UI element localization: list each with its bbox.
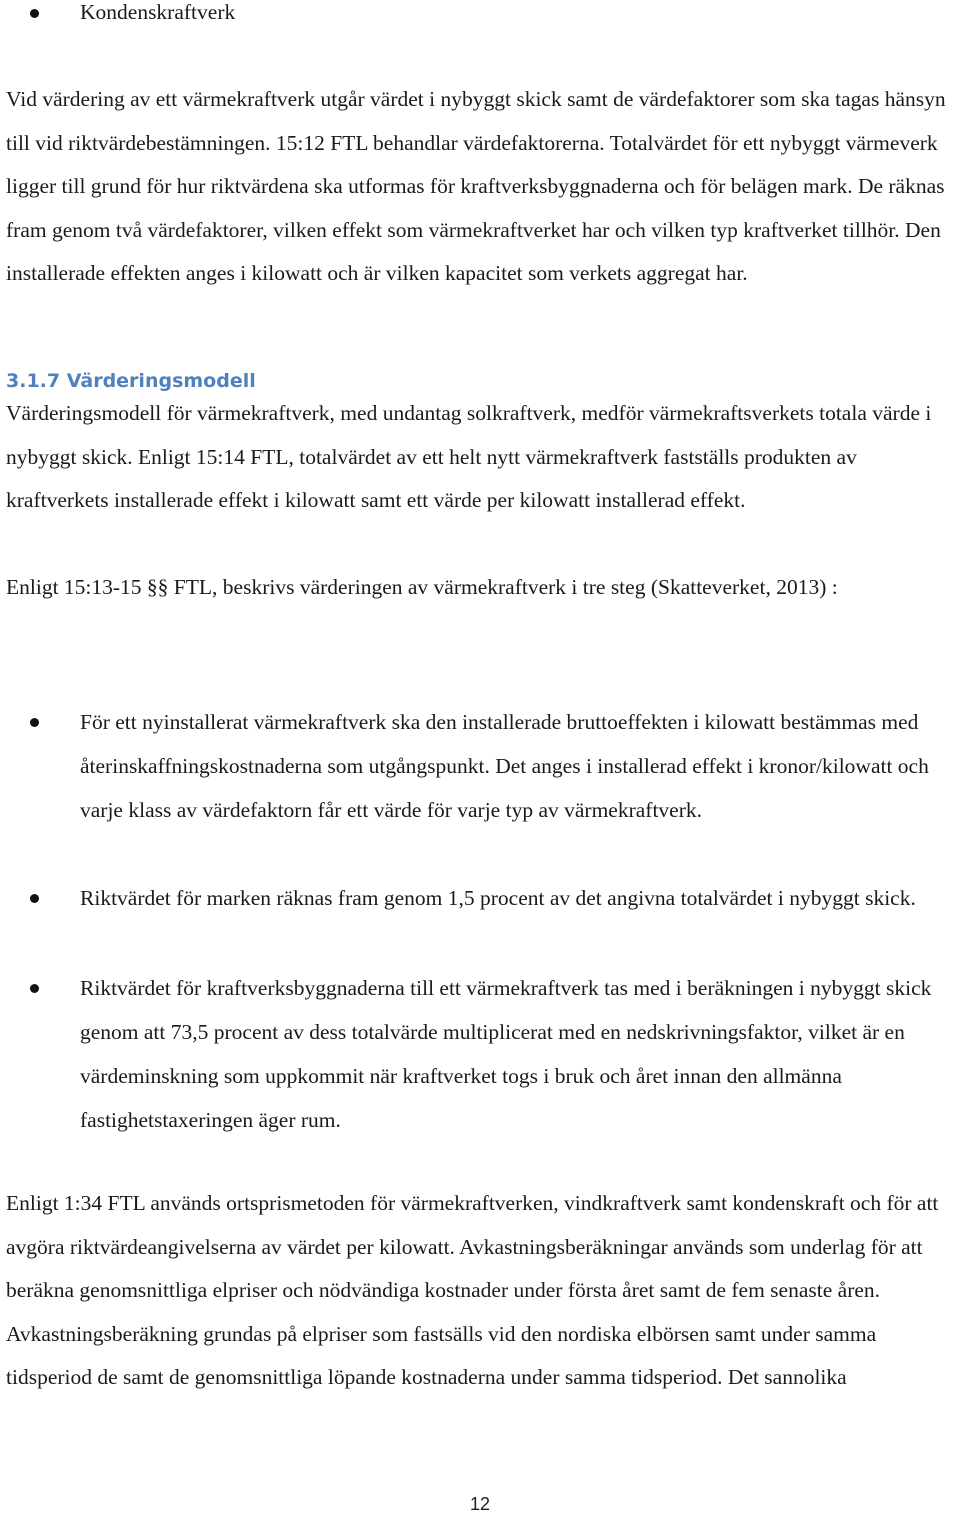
list-item-text: För ett nyinstallerat värmekraftverk ska den installerade bruttoeffekten i kilowatt bestämmas med återinskaffningskostnaderna som utgångspunkt. Det anges i installerad effekt i kronor/kilowatt och varje klass av värdefaktorn får ett värde för varje typ av värmekraftverk.: [80, 710, 929, 822]
list-item-text: Riktvärdet för marken räknas fram genom 1,5 procent av det angivna totalvärdet i nybyggt skick.: [80, 886, 916, 910]
paragraph: Enligt 15:13-15 §§ FTL, beskrivs värderingen av värmekraftverk i tre steg (Skatteverket, 2013) :: [6, 575, 838, 599]
paragraph: Värderingsmodell för värmekraftverk, med undantag solkraftverk, medför värmekraftsverkets totala värde i nybyggt skick. Enligt 15:14 FTL, totalvärdet av ett helt nytt värmekraftverk fastställs produkten av kraftverkets installerade effekt i kilowatt samt ett värde per kilowatt installerad effekt.: [6, 401, 932, 512]
bullet-icon: [30, 984, 39, 993]
paragraph: Vid värdering av ett värmekraftverk utgår värdet i nybyggt skick samt de värdefaktorer som ska tagas hänsyn till vid riktvärdebestämningen. 15:12 FTL behandlar värdefaktorerna. Totalvärdet för ett nybyggt värmeverk ligger till grund för hur riktvärdena ska utformas för kraftverksbyggnaderna och för belägen mark. De räknas fram genom två värdefaktorer, vilken effekt som värmekraftverket har och vilken typ kraftverket tillhör. Den installerade effekten anges i kilowatt och är vilken kapacitet som verkets aggregat har.: [6, 87, 946, 285]
bullet-icon: [30, 718, 39, 727]
bullet-icon: [30, 9, 39, 18]
page-number: 12: [469, 1494, 491, 1514]
list-item-text: Kondenskraftverk: [80, 0, 236, 24]
list-item-text: Riktvärdet för kraftverksbyggnaderna till ett värmekraftverk tas med i beräkningen i nybyggt skick genom att 73,5 procent av dess totalvärde multiplicerat med en nedskrivningsfaktor, vilket är en värdeminskning som uppkommit när kraftverket togs i bruk och året innan den allmänna fastighetstaxeringen äger rum.: [80, 976, 932, 1132]
paragraph: Enligt 1:34 FTL används ortsprismetoden för värmekraftverken, vindkraftverk samt kondenskraft och för att avgöra riktvärdeangivelserna av värdet per kilowatt. Avkastningsberäkningar används som underlag för att beräkna genomsnittliga elpriser och nödvändiga kostnader under första året samt de fem senaste åren. Avkastningsberäkning grundas på elpriser som fastsälls vid den nordiska elbörsen samt under samma tidsperiod de samt de genomsnittliga löpande kostnaderna under samma tidsperiod. Det sannolika: [6, 1191, 939, 1389]
bullet-icon: [30, 894, 39, 903]
section-heading: 3.1.7 Värderingsmodell: [6, 370, 256, 392]
